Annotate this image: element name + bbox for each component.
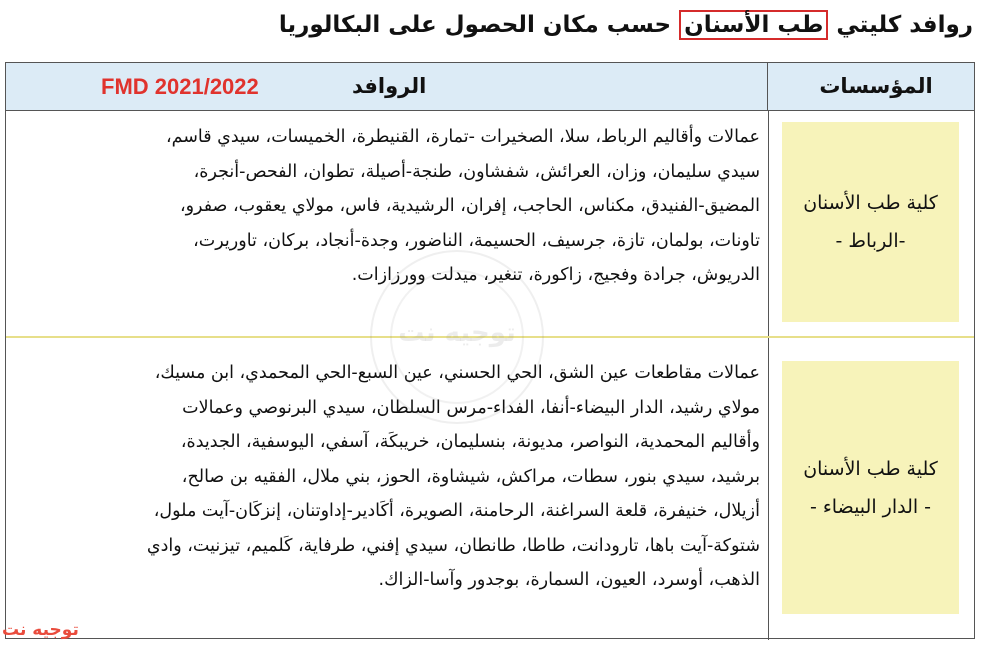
header-rawafid-cell — [6, 63, 768, 110]
text-line: وأقاليم المحمدية، النواصر، مديونة، بنسليمان، خريبكَة، آسفي، اليوسفية، الجديدة، — [180, 432, 760, 452]
title-highlight: طب الأسنان — [679, 10, 828, 40]
institution-cell — [768, 338, 974, 640]
text-line: الدريوش، جرادة وفجيج، زاكورة، تنغير، ميدلت وورزازات. — [351, 265, 760, 285]
watermark-text: توجيه نت — [398, 318, 516, 348]
table-header — [6, 63, 974, 111]
institution-name: كلية طب الأسنان — [803, 192, 938, 214]
text-line: المضيق-الفنيدق، مكناس، الحاجب، إفران، الرشيدية، فاس، مولاي يعقوب، صفرو، — [179, 196, 760, 216]
institution-city: - الدار البيضاء - — [809, 495, 932, 518]
header-institutions: المؤسسات — [819, 74, 933, 98]
table-row — [6, 110, 974, 336]
fmd-label: FMD 2021/2022 — [101, 74, 259, 99]
rawafid-text — [12, 356, 760, 598]
institution-cell — [768, 110, 974, 336]
institution-city: -الرباط - — [835, 230, 906, 252]
page-title — [8, 6, 973, 46]
text-line: الذهب، أوسرد، العيون، السمارة، بوجدور وآسا-الزاك. — [378, 570, 760, 590]
rawafid-table — [5, 62, 975, 639]
rawafid-text — [12, 120, 760, 293]
institution-label — [782, 122, 959, 322]
title-part2: حسب مكان الحصول على البكالوريا — [278, 12, 672, 38]
text-line: مولاي رشيد، الدار البيضاء-أنفا، الفداء-مرس السلطان، سيدي البرنوصي وعمالات — [182, 397, 760, 418]
title-part1: روافد كليتي — [836, 12, 973, 38]
header-rawafid: الروافد — [352, 74, 427, 98]
text-line: عمالات مقاطعات عين الشق، الحي الحسني، عين السبع-الحي المحمدي، ابن مسيك، — [154, 363, 760, 383]
institution-name: كلية طب الأسنان — [803, 457, 938, 480]
table-row — [6, 336, 974, 640]
text-line: تاونات، بولمان، تازة، جرسيف، الحسيمة، الناضور، وجدة-أنجاد، بركان، تاوريرت، — [193, 230, 760, 251]
text-line: سيدي سليمان، وزان، العرائش، شفشاون، طنجة-أصيلة، تطوان، الفحص-أنجرة، — [193, 161, 760, 182]
text-line: برشيد، سيدي بنور، سطات، مراكش، شيشاوة، الحوز، بني ملال، الفقيه بن صالح، — [181, 466, 760, 487]
site-logo: توجيه نت — [2, 620, 79, 640]
text-line: عمالات وأقاليم الرباط، سلا، الصخيرات -تمارة، القنيطرة، الخميسات، سيدي قاسم، — [165, 127, 760, 147]
text-line: شتوكة-آيت باها، تارودانت، طاطا، طانطان، سيدي إفني، طرفاية، كَلميم، تيزنيت، وادي — [146, 535, 760, 556]
text-line: أزيلال، خنيفرة، قلعة السراغنة، الرحامنة، الصويرة، أكَادير-إداوتنان، إنزكَان-آيت ملول، — [153, 501, 760, 521]
institution-label — [782, 361, 959, 614]
